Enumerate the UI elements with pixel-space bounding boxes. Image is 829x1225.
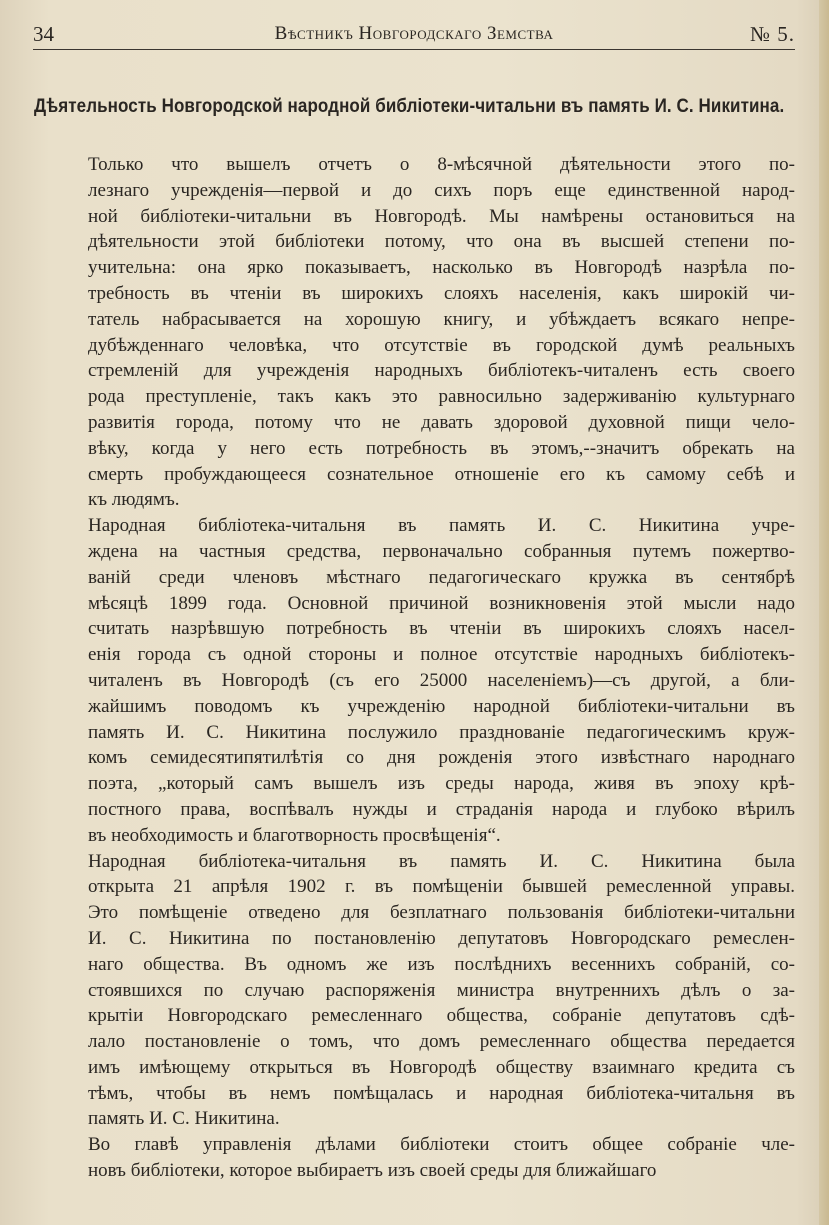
- article-body: [34, 152, 795, 1184]
- paragraph: [34, 1132, 795, 1184]
- text-line: Народная библіотека-читальня въ память И. С. Никитина была: [88, 850, 795, 872]
- text-line: тѣмъ, чтобы въ немъ помѣщалась и народная библіотека-читальня въ: [88, 1082, 795, 1104]
- text-line: крытіи Новгородскаго ремесленнаго общества, собраніе депутатовъ сдѣ-: [88, 1005, 795, 1027]
- text-line: стремленій для учрежденія народныхъ библіотекъ-читаленъ есть своего: [88, 360, 795, 382]
- text-line: енія города съ одной стороны и полное отсутствіе народныхъ библіотекъ-: [88, 644, 795, 666]
- text-line: въ необходимость и благотворность просвѣщенія“.: [88, 824, 501, 846]
- text-line: развитія города, потому что не давать здоровой духовной пищи чело-: [88, 411, 795, 433]
- text-line: память И. С. Никитина послужило празднованіе педагогическимъ круж-: [88, 721, 795, 743]
- text-line: постного права, воспѣвалъ нужды и страданія народа и глубоко вѣрилъ: [88, 798, 795, 820]
- text-line: Это помѣщеніе отведено для безплатнаго пользованія библіотеки-читальни: [88, 902, 795, 924]
- text-line: смерть пробуждающееся сознательное отношеніе его къ самому себѣ и: [88, 463, 795, 485]
- text-line: мѣсяцѣ 1899 года. Основной причиной возникновенія этой мысли надо: [88, 592, 795, 614]
- header-rule: [33, 49, 795, 50]
- page-edge: [819, 0, 829, 1225]
- text-line: считать назрѣвшую потребность въ чтеніи въ широкихъ слояхъ насел-: [88, 618, 795, 640]
- paragraph: [34, 152, 795, 513]
- text-line: открыта 21 апрѣля 1902 г. въ помѣщеніи бывшей ремесленной управы.: [88, 876, 795, 898]
- text-line: Только что вышелъ отчетъ о 8-мѣсячной дѣятельности этого по-: [88, 154, 795, 175]
- text-line: наго общества. Въ одномъ же изъ послѣднихъ весеннихъ собраній, со-: [88, 953, 795, 975]
- text-line: память И. С. Никитина.: [88, 1108, 280, 1130]
- running-header: [33, 22, 795, 52]
- text-line: къ людямъ.: [88, 489, 180, 511]
- issue-number: № 5.: [749, 22, 795, 46]
- text-line: татель набрасывается на хорошую книгу, и убѣждаетъ всякаго непре-: [88, 308, 795, 330]
- text-line: дубѣжденнаго человѣка, что отсутствіе въ городской думѣ реальныхъ: [88, 334, 795, 356]
- text-line: ной библіотеки-читальни въ Новгородѣ. Мы намѣрены остановиться на: [88, 205, 795, 227]
- text-line: Народная библіотека-читальня въ память И. С. Никитина учре-: [88, 515, 795, 537]
- text-line: учительна: она ярко показываетъ, насколько въ Новгородѣ назрѣла по-: [88, 257, 795, 279]
- journal-title: Вѣстникъ Новгородскаго Земства: [274, 23, 554, 44]
- text-line: комъ семидесятипятилѣтія со дня рожденія этого извѣстнаго народнаго: [88, 747, 795, 769]
- text-line: новъ библіотеки, которое выбираетъ изъ своей среды для ближайшаго: [88, 1160, 657, 1182]
- text-line: стоявшихся по случаю распоряженія министра внутреннихъ дѣлъ о за-: [88, 979, 795, 1001]
- text-line: требность въ чтеніи въ широкихъ слояхъ населенія, какъ широкій чи-: [88, 282, 795, 304]
- text-line: дѣятельности этой библіотеки потому, что она въ высшей степени по-: [88, 231, 795, 253]
- text-line: Во главѣ управленія дѣлами библіотеки стоитъ общее собраніе чле-: [88, 1134, 795, 1156]
- text-line: ждена на частныя средства, первоначально собранныя путемъ пожертво-: [88, 540, 795, 562]
- text-line: лезнаго учрежденія—первой и до сихъ поръ еще единственной народ-: [88, 179, 795, 201]
- text-line: лало постановленіе о томъ, что домъ ремесленнаго общества передается: [88, 1031, 795, 1053]
- text-line: рода преступленіе, такъ какъ это равносильно задерживанію культурнаго: [88, 386, 795, 408]
- page-number: 34: [33, 22, 54, 46]
- article-title: Дѣятельность Новгородской народной библіотеки-читальни въ память И. С. Никитина.: [34, 96, 785, 117]
- paragraph: [34, 513, 795, 848]
- text-line: И. С. Никитина по постановленію депутатовъ Новгородскаго ремеслен-: [88, 927, 795, 949]
- text-line: жайшимъ поводомъ къ учрежденію народной библіотеки-читальни въ: [88, 695, 795, 717]
- text-line: читаленъ въ Новгородѣ (съ его 25000 населеніемъ)—съ другой, а бли-: [88, 669, 795, 691]
- text-line: вѣку, когда у него есть потребность въ этомъ,--значитъ обрекать на: [88, 437, 795, 459]
- text-line: поэта, „который самъ вышелъ изъ среды народа, живя въ эпоху крѣ-: [88, 773, 795, 795]
- paragraph: [34, 849, 795, 1133]
- text-line: имъ имѣющему открыться въ Новгородѣ обществу взаимнаго кредита съ: [88, 1056, 795, 1078]
- text-line: ваній среди членовъ мѣстнаго педагогическаго кружка въ сентябрѣ: [88, 566, 795, 588]
